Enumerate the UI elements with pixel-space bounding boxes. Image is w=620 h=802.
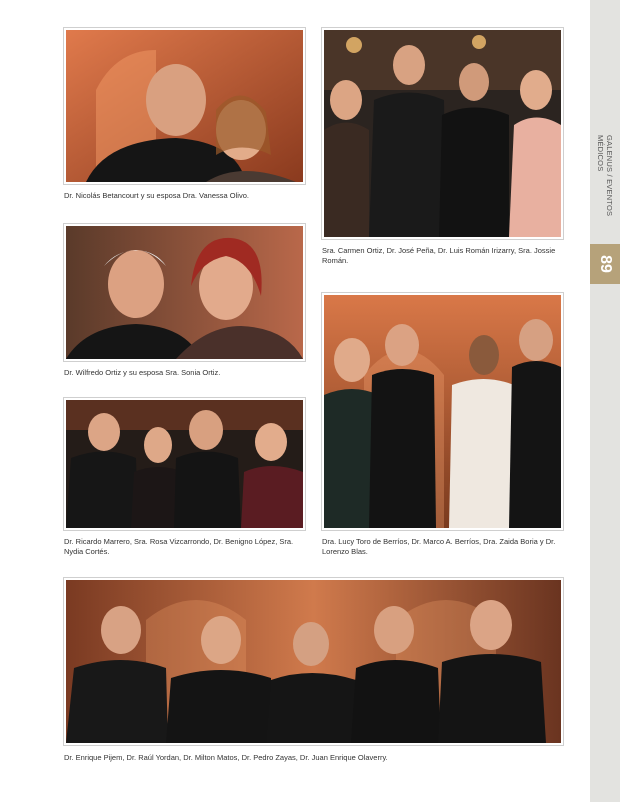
page-number: 89 — [596, 255, 614, 273]
photo-ortiz-pena-roman — [322, 28, 563, 239]
caption-p6: Dr. Enrique Pijem, Dr. Raúl Yordan, Dr. Milton Matos, Dr. Pedro Zayas, Dr. Juan Enrique Olaverry. — [64, 753, 388, 762]
photo-marrero-vizcarrondo — [64, 398, 305, 530]
photo-betancourt — [64, 28, 305, 184]
caption-p5: Dr. Ricardo Marrero, Sra. Rosa Vizcarrondo, Dr. Benigno López, Sra. Nydia Cortés. — [64, 537, 294, 556]
photo-berrios-boria-blas — [322, 293, 563, 530]
photo-wilfredo-ortiz — [64, 224, 305, 361]
caption-p2: Sra. Carmen Ortiz, Dr. José Peña, Dr. Luis Román Irizarry, Sra. Jossie Román. — [322, 246, 556, 265]
section-label: GALENUS / EVENTOS MÉDICOS — [596, 135, 614, 217]
caption-p3: Dr. Wilfredo Ortiz y su esposa Sra. Sonia Ortiz. — [64, 368, 221, 377]
photo-pijem-yordan-group — [64, 578, 563, 745]
caption-p1: Dr. Nicolás Betancourt y su esposa Dra. Vanessa Olivo. — [64, 191, 249, 200]
page-number-badge — [590, 244, 620, 284]
side-tab — [590, 0, 620, 802]
caption-p4: Dra. Lucy Toro de Berríos, Dr. Marco A. Berríos, Dra. Zaida Boria y Dr. Lorenzo Blas. — [322, 537, 556, 556]
